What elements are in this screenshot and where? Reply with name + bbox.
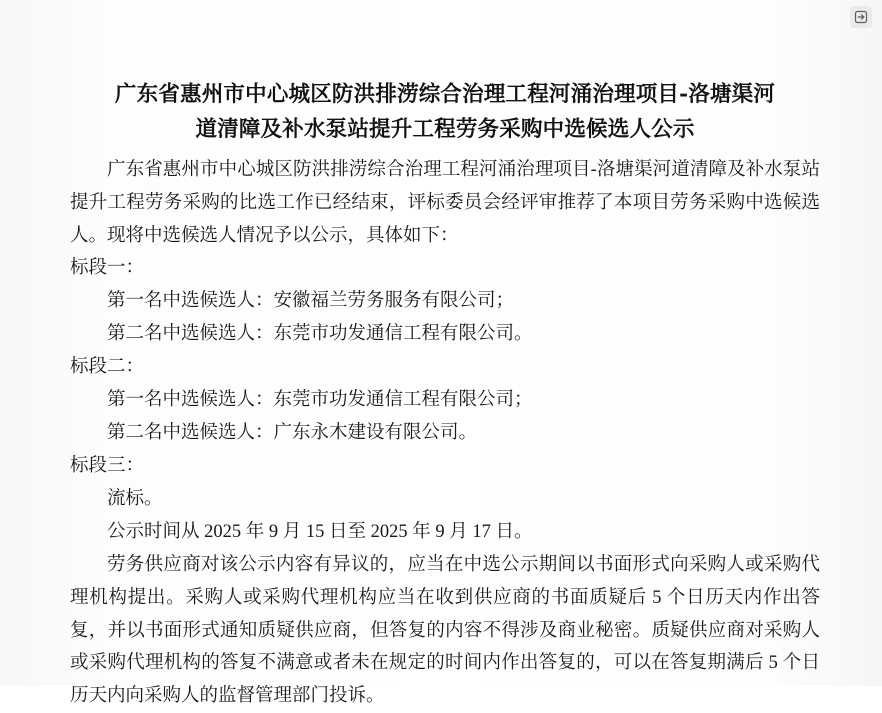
objection-notice: 劳务供应商对该公示内容有异议的，应当在中选公示期间以书面形式向采购人或采购代理机构提出。采购人或采购代理机构应当在收到供应商的书面质疑后 5 个日历天内作出答复，并以书面形式通知质疑供应商，但答复的内容不得涉及商业秘密。质疑供应商对采购人或采购代理机构的答复不满意或者未在规定的时间内作出答复的，可以在答复期满后 5 个日历天内向采购人的监督管理部门投诉。 <box>70 554 820 707</box>
section-2-second-candidate: 第二名中选候选人：广东永木建设有限公司。 <box>107 423 478 444</box>
document-text <box>70 154 820 713</box>
section-2-first-candidate: 第一名中选候选人：东莞市功发通信工程有限公司； <box>107 390 533 411</box>
paragraph-intro: 广东省惠州市中心城区防洪排涝综合治理工程河涌治理项目-洛塘渠河道清障及补水泵站提升工程劳务采购的比选工作已经结束，评标委员会经评审推荐了本项目劳务采购中选候选人。现将中选候选人情况予以公示，具体如下： <box>70 159 820 246</box>
heading-section-3: 标段三： <box>70 455 145 476</box>
heading-section-1: 标段一： <box>70 258 145 279</box>
heading-section-2: 标段二： <box>70 357 145 378</box>
section-1-first-candidate: 第一名中选候选人：安徽福兰劳务服务有限公司； <box>107 291 515 312</box>
section-1-second-candidate: 第二名中选候选人：东莞市功发通信工程有限公司。 <box>107 324 533 345</box>
page-title-line-2: 道清障及补水泵站提升工程劳务采购中选候选人公示 <box>195 116 695 142</box>
publicity-period: 公示时间从 2025 年 9 月 15 日至 2025 年 9 月 17 日。 <box>107 521 533 542</box>
page-title <box>70 78 820 148</box>
section-3-result: 流标。 <box>107 488 163 509</box>
page-title-line-1: 广东省惠州市中心城区防洪排涝综合治理工程河涌治理项目-洛塘渠河 <box>114 82 776 107</box>
